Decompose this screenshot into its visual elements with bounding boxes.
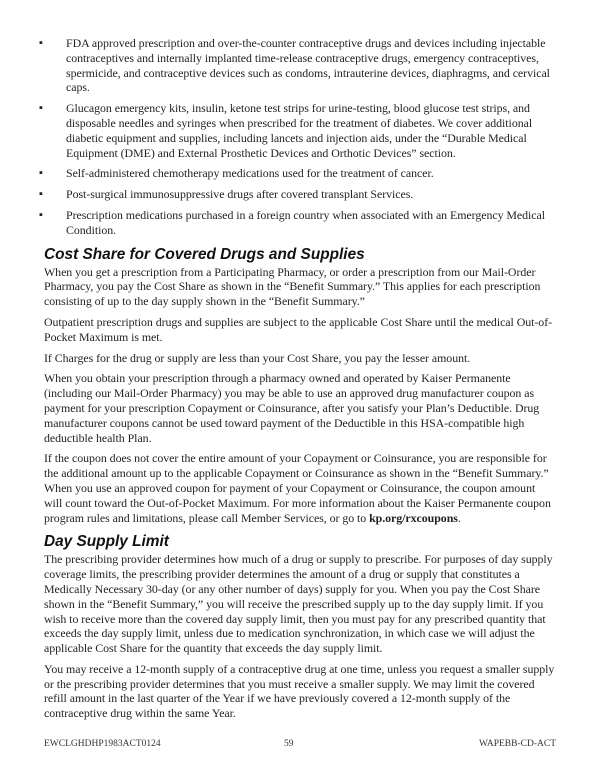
bullet-icon: ▪	[39, 208, 43, 221]
bullet-icon: ▪	[39, 37, 43, 49]
paragraph: You may receive a 12-month supply of a contraceptive drug at one time, unless you request a smaller supply or the prescribing provider determines that you must receive a smaller supply. We may limit the covered refill amount in the last quarter of the Year if we have previously covered a 12-month supply of the contraceptive drug within the same Year.	[44, 661, 555, 721]
paragraph: The prescribing provider determines how much of a drug or supply to prescribe. For purposes of day supply coverage limits, the prescribing provider determines the amount of a drug or supply that constitutes a Medically Necessary 30-day (or any other number of days) supply for you. When you pay the Cost Share shown in the “Benefit Summary,” you will receive the prescribed supply up to the day supply limit. If you wish to receive more than the covered day supply limit, then you must pay for any prescribed quantity that exceeds the day supply limit, unless due to medication synchronization, in which case we will adjust the applicable Cost Share for the quantity that exceeds the day supply limit.	[44, 552, 553, 656]
page-number: 59	[284, 739, 294, 749]
bullet-icon: ▪	[39, 167, 43, 180]
list-item: ▪ FDA approved prescription and over-the-counter contraceptive drugs and devices including injectable contraceptives and internally implanted time-release contraceptive drugs, emergency contraceptives, spermicide, and contraceptive devices such as condoms, intrauterine devices, diaphragms, and cervical caps.	[39, 36, 550, 95]
coupon-paragraph: If the coupon does not cover the entire amount of your Copayment or Coinsurance, you are responsible for the additional amount up to the applicable Copayment or Coinsurance as shown in the “Benefit Summary.” When you use an approved coupon for payment of your Copayment or Coinsurance, the coupon amount will count toward the Out-of-Pocket Maximum. For more information about the Kaiser Permanente coupon program rules and limitations, please call Member Services, or go to kp.org/rxcoupons.	[44, 451, 551, 525]
paragraph: Outpatient prescription drugs and supplies are subject to the applicable Cost Share until the medical Out-of-Pocket Maximum is met.	[44, 314, 553, 344]
plan-code: WAPEBB-CD-ACT	[478, 739, 556, 749]
paragraph: If Charges for the drug or supply are less than your Cost Share, you pay the lesser amount.	[44, 350, 471, 365]
day-supply-heading: Day Supply Limit	[44, 533, 169, 551]
bullet-icon: ▪	[39, 102, 43, 115]
rxcoupons-link[interactable]: kp.org/rxcoupons	[369, 510, 458, 525]
document-page	[39, 36, 556, 727]
list-item: ▪ Prescription medications purchased in a foreign country when associated with an Emergency Medical Condition.	[39, 207, 545, 237]
page-footer	[44, 739, 556, 753]
document-code: EWCLGHDHP1983ACT0124	[44, 739, 161, 749]
bullet-icon: ▪	[39, 188, 43, 201]
cost-share-heading: Cost Share for Covered Drugs and Supplies	[44, 245, 365, 263]
list-item: ▪ Glucagon emergency kits, insulin, ketone test strips for urine-testing, blood glucose test strips, and disposable needles and syringes when prescribed for the treatment of diabetes. We cover additional diabetic equipment and supplies, including lancets and injection aids, under the “Durable Medical Equipment (DME) and External Prosthetic Devices and Orthotic Devices” section.	[39, 101, 533, 160]
paragraph: When you obtain your prescription through a pharmacy owned and operated by Kaiser Permanente (including our Mail-Order Pharmacy) you may be able to use an approved drug manufacturer coupon as payment for your prescription Copayment or Coinsurance, after you satisfy your Plan’s Deductible. Drug manufacturer coupons cannot be used toward payment of the Deductible in this HSA-compatible high deductible health Plan.	[44, 371, 540, 445]
list-item: ▪ Self-administered chemotherapy medications used for the treatment of cancer.	[39, 166, 434, 181]
covered-drugs-list	[39, 36, 556, 238]
paragraph: When you get a prescription from a Participating Pharmacy, or order a prescription from our Mail-Order Pharmacy, you pay the Cost Share as shown in the “Benefit Summary.” This applies for each prescription consisting of up to the day supply shown in the “Benefit Summary.”	[44, 264, 541, 309]
list-item: ▪ Post-surgical immunosuppressive drugs after covered transplant Services.	[39, 187, 414, 202]
